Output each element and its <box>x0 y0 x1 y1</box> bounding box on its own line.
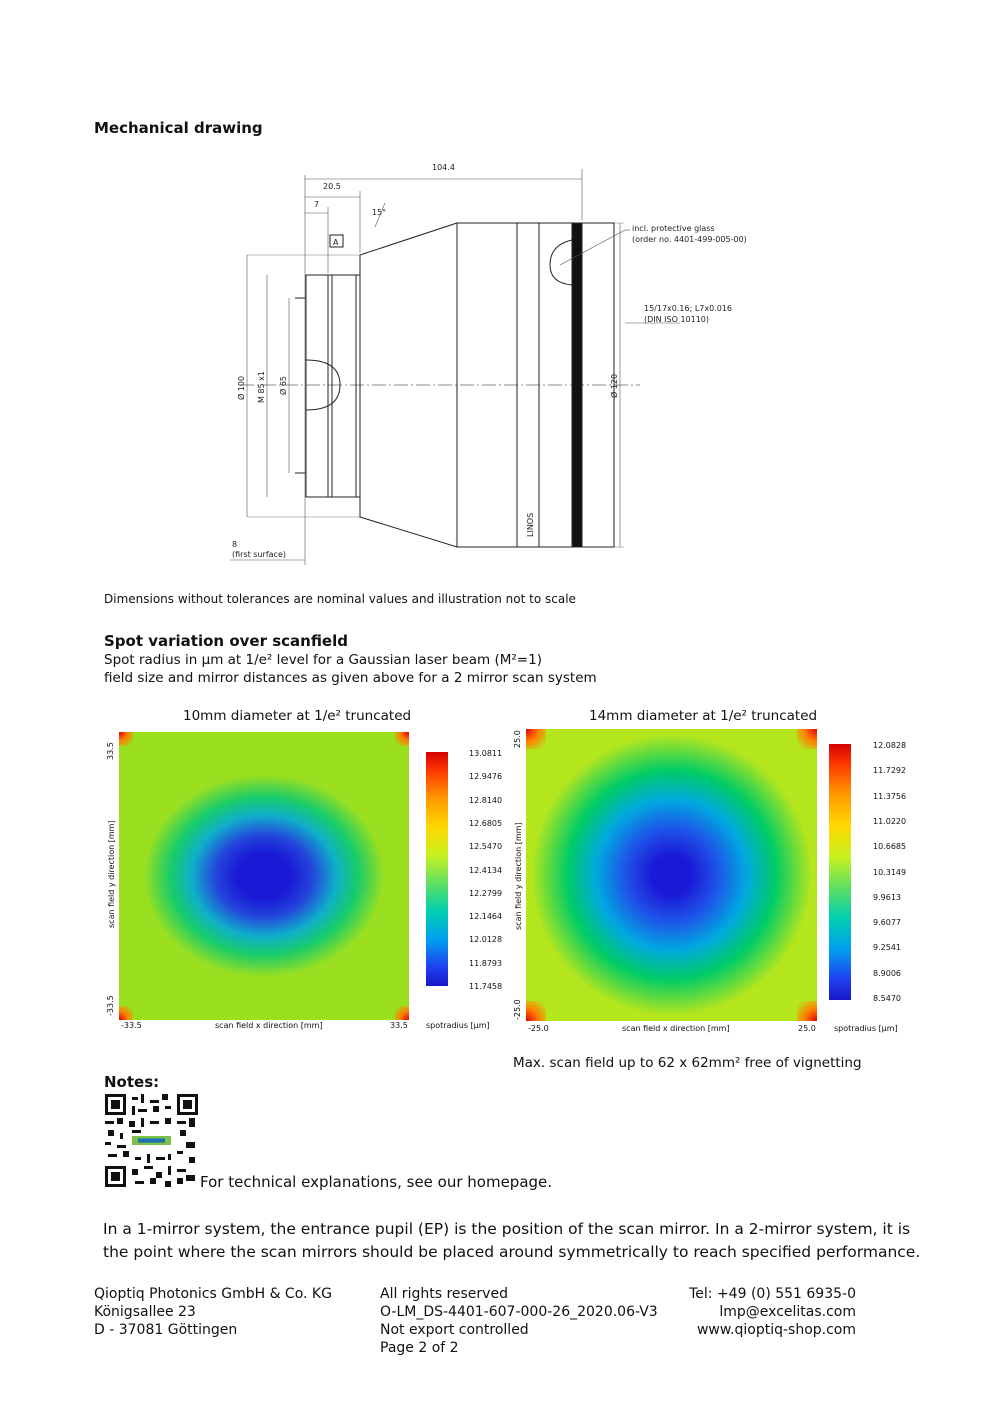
footer-company: Qioptiq Photonics GmbH & Co. KG <box>94 1286 332 1302</box>
footer-tel: Tel: +49 (0) 551 6935-0 <box>689 1286 856 1302</box>
dim-8: 8 <box>232 540 238 549</box>
plot-b-colorbar-tick: 11.0220 <box>873 816 907 826</box>
footer-document-info <box>380 1285 658 1357</box>
section-title-spot-variation: Spot variation over scanfield <box>104 632 348 650</box>
plot-b-corner-br <box>797 1001 817 1021</box>
plot-a-colorbar-tick: 11.7458 <box>469 982 503 991</box>
footer-address <box>94 1285 332 1339</box>
plot-b-title: 14mm diameter at 1/e² truncated <box>589 708 818 724</box>
plot-a-colorbar-tick: 11.8793 <box>469 958 503 968</box>
plot-a-heatmap <box>119 732 409 1020</box>
plot-b-heatmap <box>526 729 817 1021</box>
thread-spec: 15/17x0.16; L7x0.016 <box>644 304 733 313</box>
plot-a-colorbar-tick: 12.2799 <box>469 888 503 898</box>
plot-a-x-left: -33.5 <box>121 1021 142 1030</box>
notes-title: Notes: <box>104 1073 160 1091</box>
dim-dia-65: Ø 65 <box>279 375 288 395</box>
dim-20-5: 20.5 <box>323 182 341 191</box>
qr-code[interactable] <box>105 1094 198 1187</box>
plot-b-colorbar-tick: 9.6077 <box>873 918 901 928</box>
plot-b-colorbar-tick: 11.3756 <box>873 791 907 801</box>
plot-b-colorbar-tick: 9.2541 <box>873 943 901 953</box>
plot-b-corner-bl <box>526 1001 546 1021</box>
footer-street: Königsallee 23 <box>94 1304 196 1320</box>
plot-a-y-bottom: -33.5 <box>106 995 115 1016</box>
spot-description-line2: field size and mirror distances as given above for a 2 mirror scan system <box>104 670 597 686</box>
footer-contact <box>640 1285 856 1339</box>
plot-b-colorbar-tick: 12.0828 <box>873 741 907 750</box>
drawing-caption: Dimensions without tolerances are nominal values and illustration not to scale <box>104 592 576 606</box>
plot-a-colorbar-tick: 12.0128 <box>469 935 503 945</box>
section-title-mechanical-drawing: Mechanical drawing <box>94 119 263 137</box>
protective-glass-order: (order no. 4401-499-005-00) <box>632 235 747 244</box>
plot-b-corner-tl <box>526 729 546 749</box>
dim-7: 7 <box>314 200 320 209</box>
plot-b-colorbar-tick: 8.5470 <box>873 994 901 1003</box>
plot-b-y-top: 25.0 <box>513 730 522 748</box>
plot-a-colorbar-tick: 12.4134 <box>469 865 503 875</box>
footer-export: Not export controlled <box>380 1322 529 1338</box>
plot-a-x-right: 33.5 <box>390 1021 408 1030</box>
footer-email[interactable]: lmp@excelitas.com <box>719 1304 856 1320</box>
linos-marking: LINOS <box>526 512 535 537</box>
dim-dia-120: Ø 120 <box>610 373 619 398</box>
plot-a-corner-bl <box>119 1006 133 1020</box>
plot-a-y-top: 33.5 <box>106 742 115 760</box>
datum-a: A <box>333 238 339 247</box>
plot-a-colorbar-tick: 13.0811 <box>469 749 503 758</box>
plot-a-corner-tr <box>395 732 409 746</box>
plot-a-colorbar-tick: 12.5470 <box>469 842 503 852</box>
plot-b-x-right: 25.0 <box>798 1024 816 1033</box>
max-scan-field-note: Max. scan field up to 62 x 62mm² free of vignetting <box>513 1055 862 1071</box>
plot-b-y-bottom: -25.0 <box>513 999 522 1020</box>
protective-glass-label: incl. protective glass <box>632 224 715 233</box>
plot-a-xlabel: scan field x direction [mm] <box>215 1021 323 1030</box>
plot-a-title: 10mm diameter at 1/e² truncated <box>183 708 412 724</box>
dim-dia-100: Ø 100 <box>237 375 246 400</box>
plot-b-colorbar-tick: 11.7292 <box>873 766 907 776</box>
plot-b-colorbar-tick: 9.9613 <box>873 892 901 902</box>
dim-15deg: 15° <box>372 208 387 217</box>
plot-a-colorbar-tick: 12.9476 <box>469 772 503 782</box>
thread-standard: (DIN ISO 10110) <box>644 315 710 324</box>
footer-page-number: Page 2 of 2 <box>380 1340 459 1356</box>
plot-b-colorbar-tick: 10.3149 <box>873 867 907 877</box>
plot-b-colorbar-tick: 8.9006 <box>873 968 901 978</box>
footer-doc-id: O-LM_DS-4401-607-000-26_2020.06-V3 <box>380 1304 658 1320</box>
plot-a-colorbar-tick: 12.8140 <box>469 795 503 805</box>
plot-a-colorbar <box>426 752 448 986</box>
plot-b-x-left: -25.0 <box>528 1024 549 1033</box>
dim-m85: M 85 x1 <box>257 371 266 403</box>
first-surface-label: (first surface) <box>232 550 286 559</box>
plot-a-ylabel: scan field y direction [mm] <box>107 820 116 928</box>
entrance-pupil-explanation-line1: In a 1-mirror system, the entrance pupil (EP) is the position of the scan mirror. In a 2-mirror system, it is <box>103 1220 911 1238</box>
plot-b-ylabel: scan field y direction [mm] <box>514 822 523 930</box>
plot-b-colorbar-tick: 10.6685 <box>873 842 907 852</box>
plot-a-corner-br <box>395 1006 409 1020</box>
plot-b-xlabel: scan field x direction [mm] <box>622 1024 730 1033</box>
footer-rights: All rights reserved <box>380 1286 508 1302</box>
footer-city: D - 37081 Göttingen <box>94 1322 238 1338</box>
spot-description-line1: Spot radius in µm at 1/e² level for a Gaussian laser beam (M²=1) <box>104 652 542 668</box>
plot-b-colorbar <box>829 744 851 1000</box>
plot-b-colorbar-label: spotradius [µm] <box>834 1024 898 1033</box>
entrance-pupil-explanation-line2: the point where the scan mirrors should be placed around symmetrically to reach specified performance. <box>103 1243 921 1261</box>
plot-a-corner-tl <box>119 732 133 746</box>
plot-b-corner-tr <box>797 729 817 749</box>
footer-web[interactable]: www.qioptiq-shop.com <box>696 1322 856 1338</box>
mechanical-drawing <box>220 155 780 570</box>
dim-104-4: 104.4 <box>432 163 455 172</box>
plot-a-colorbar-label: spotradius [µm] <box>426 1021 490 1030</box>
homepage-note: For technical explanations, see our homepage. <box>200 1173 553 1191</box>
plot-a-colorbar-tick: 12.6805 <box>469 818 503 828</box>
plot-a-colorbar-tick: 12.1464 <box>469 912 503 922</box>
